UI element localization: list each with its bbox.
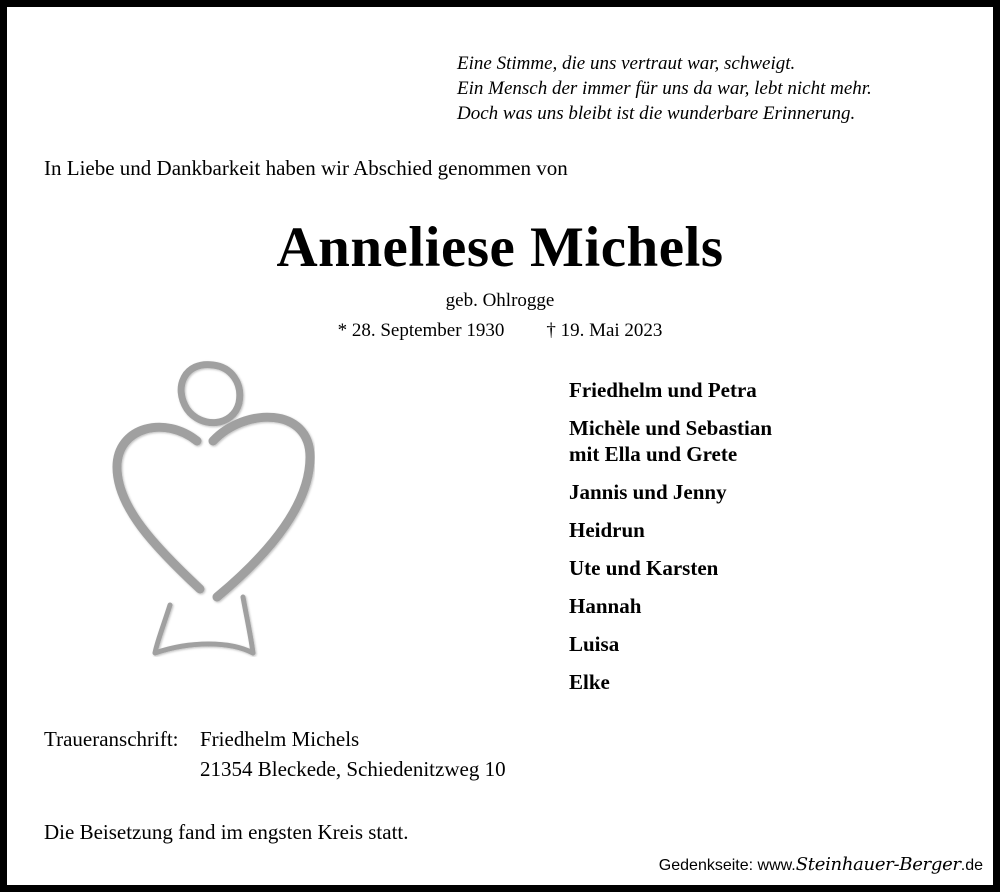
footer-prefix: Gedenkseite: www.	[658, 857, 796, 874]
address-label: Traueranschrift:	[44, 727, 179, 751]
mourner-line: Hannah	[569, 594, 642, 618]
intro-text: In Liebe und Dankbarkeit haben wir Abschied genommen von	[44, 156, 568, 180]
mourner-entry	[569, 415, 772, 467]
birth-date: * 28. September 1930	[337, 320, 505, 341]
poem-line: Eine Stimme, die uns vertraut war, schweigt.	[457, 53, 796, 74]
death-date: † 19. Mai 2023	[546, 320, 663, 341]
birth-name: geb. Ohlrogge	[445, 290, 555, 311]
mourner-line: Luisa	[569, 632, 620, 656]
burial-note: Die Beisetzung fand im engsten Kreis statt.	[44, 820, 409, 844]
poem-line: Doch was uns bleibt ist die wunderbare Erinnerung.	[457, 103, 856, 124]
footer-suffix: .de	[960, 857, 983, 874]
mourner-line: Ute und Karsten	[569, 556, 719, 580]
brand-logo: Steinhauer-Berger	[795, 854, 961, 875]
mourner-entry	[569, 517, 772, 543]
life-dates	[7, 320, 993, 342]
mourners-list	[569, 377, 772, 695]
mourner-line: Jannis und Jenny	[569, 480, 727, 504]
poem	[457, 51, 872, 126]
mourner-entry	[569, 377, 772, 403]
mourner-line: Michèle und Sebastian	[569, 416, 773, 440]
mourner-entry	[569, 669, 772, 695]
mourner-line: mit Ella und Grete	[569, 442, 738, 466]
address-line: Friedhelm Michels	[200, 727, 360, 751]
deceased-name: Anneliese Michels	[276, 216, 724, 279]
mourner-line: Elke	[569, 670, 610, 694]
mourner-entry	[569, 555, 772, 581]
address-line: 21354 Bleckede, Schiedenitzweg 10	[200, 757, 506, 781]
mourner-entry	[569, 479, 772, 505]
mourner-line: Heidrun	[569, 518, 645, 542]
memorial-page-link[interactable]	[659, 854, 983, 875]
mourner-line: Friedhelm und Petra	[569, 378, 757, 402]
mourner-entry	[569, 631, 772, 657]
poem-line: Ein Mensch der immer für uns da war, lebt nicht mehr.	[457, 78, 872, 99]
angel-heart-icon	[105, 357, 315, 657]
mourner-entry	[569, 593, 772, 619]
